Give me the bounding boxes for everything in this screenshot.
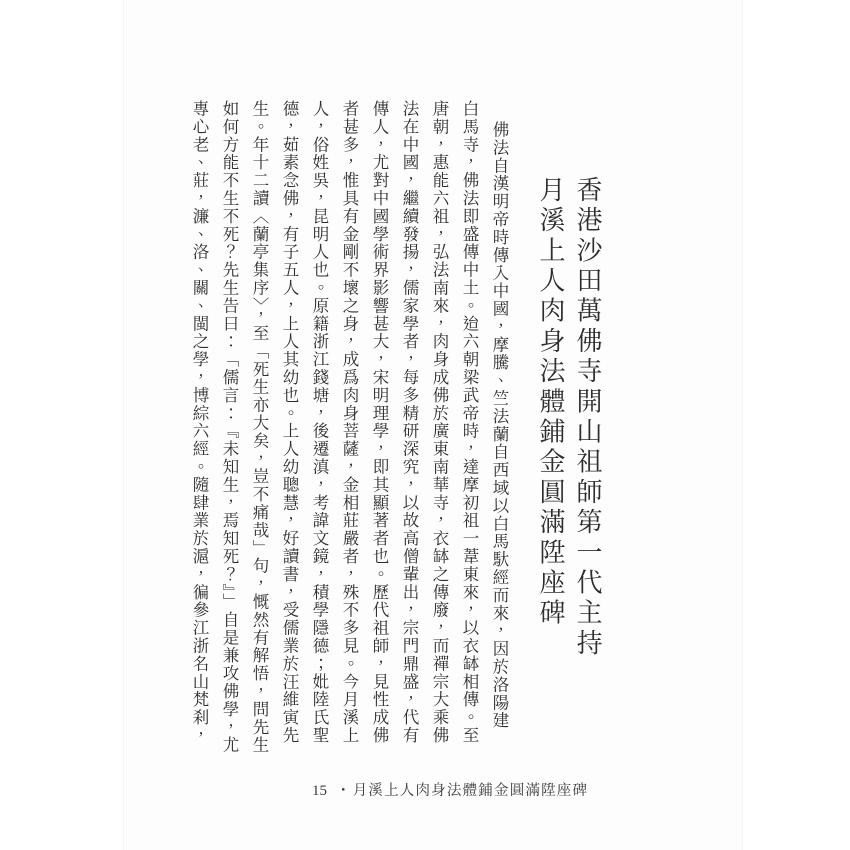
- body-text-column: 專心老、莊，濂、洛、關、閩之學，博綜六經。隨肆業於滬，徧參江浙名山梵刹，: [190, 100, 209, 745]
- page-number: 15: [312, 783, 327, 799]
- document-title-column-2: 月溪上人肉身法體鋪金圓滿陞座碑: [536, 176, 565, 629]
- document-title-column-1: 香港沙田萬佛寺開山祖師第一代主持: [573, 176, 602, 660]
- body-text-column: 人，俗姓吳，昆明人也。原籍浙江錢塘，後遷滇，考諱文鏡，積學隱德；妣陸氏聖: [310, 100, 329, 745]
- body-text-column: 如何方能不生不死？先生告曰：「儒言：『未知生，焉知死？』」自是兼攻佛學，尤: [220, 100, 239, 755]
- body-text-column: 者甚多，惟具有金剛不壞之身，成爲肉身菩薩，金相莊嚴者，殊不多見。今月溪上: [340, 100, 359, 745]
- body-text-column: 傳人，尤對中國學術界影響甚大，宋明理學，即其顯著者也。歷代祖師，見性成佛: [370, 100, 389, 745]
- body-text-column: 佛法自漢明帝時傳入中國，摩騰、竺法蘭自西域以白馬馱經而來，因於洛陽建: [490, 121, 509, 730]
- body-text-column: 白馬寺，佛法即盛傳中土。迨六朝梁武帝時，達摩初祖一葦東來，以衣缽相傳。至: [460, 100, 479, 745]
- footer-running-title: 月溪上人肉身法體鋪金圓滿陞座碑: [352, 783, 589, 799]
- body-text-column: 生。年十二讀〈蘭亭集序〉，至「死生亦大矣，豈不痛哉」句，慨然有解悟，問先生: [250, 100, 269, 755]
- vertical-text-block: [189, 100, 602, 790]
- page-footer: [312, 779, 588, 800]
- body-text-column: 德，茹素念佛，有子五人，上人其幼也。上人幼聰慧，好讀書，受儒業於汪維寅先: [280, 100, 299, 745]
- body-text-column: 法在中國，繼續發揚，儒家學者，每多精研深究，以故高僧輩出，宗門鼎盛，代有: [400, 100, 419, 745]
- footer-separator-dot: ・: [336, 783, 352, 799]
- body-text-column: 唐朝，惠能六祖，弘法南來，肉身成佛於廣東南華寺，衣缽之傳廢，而禪宗大乘佛: [430, 100, 449, 745]
